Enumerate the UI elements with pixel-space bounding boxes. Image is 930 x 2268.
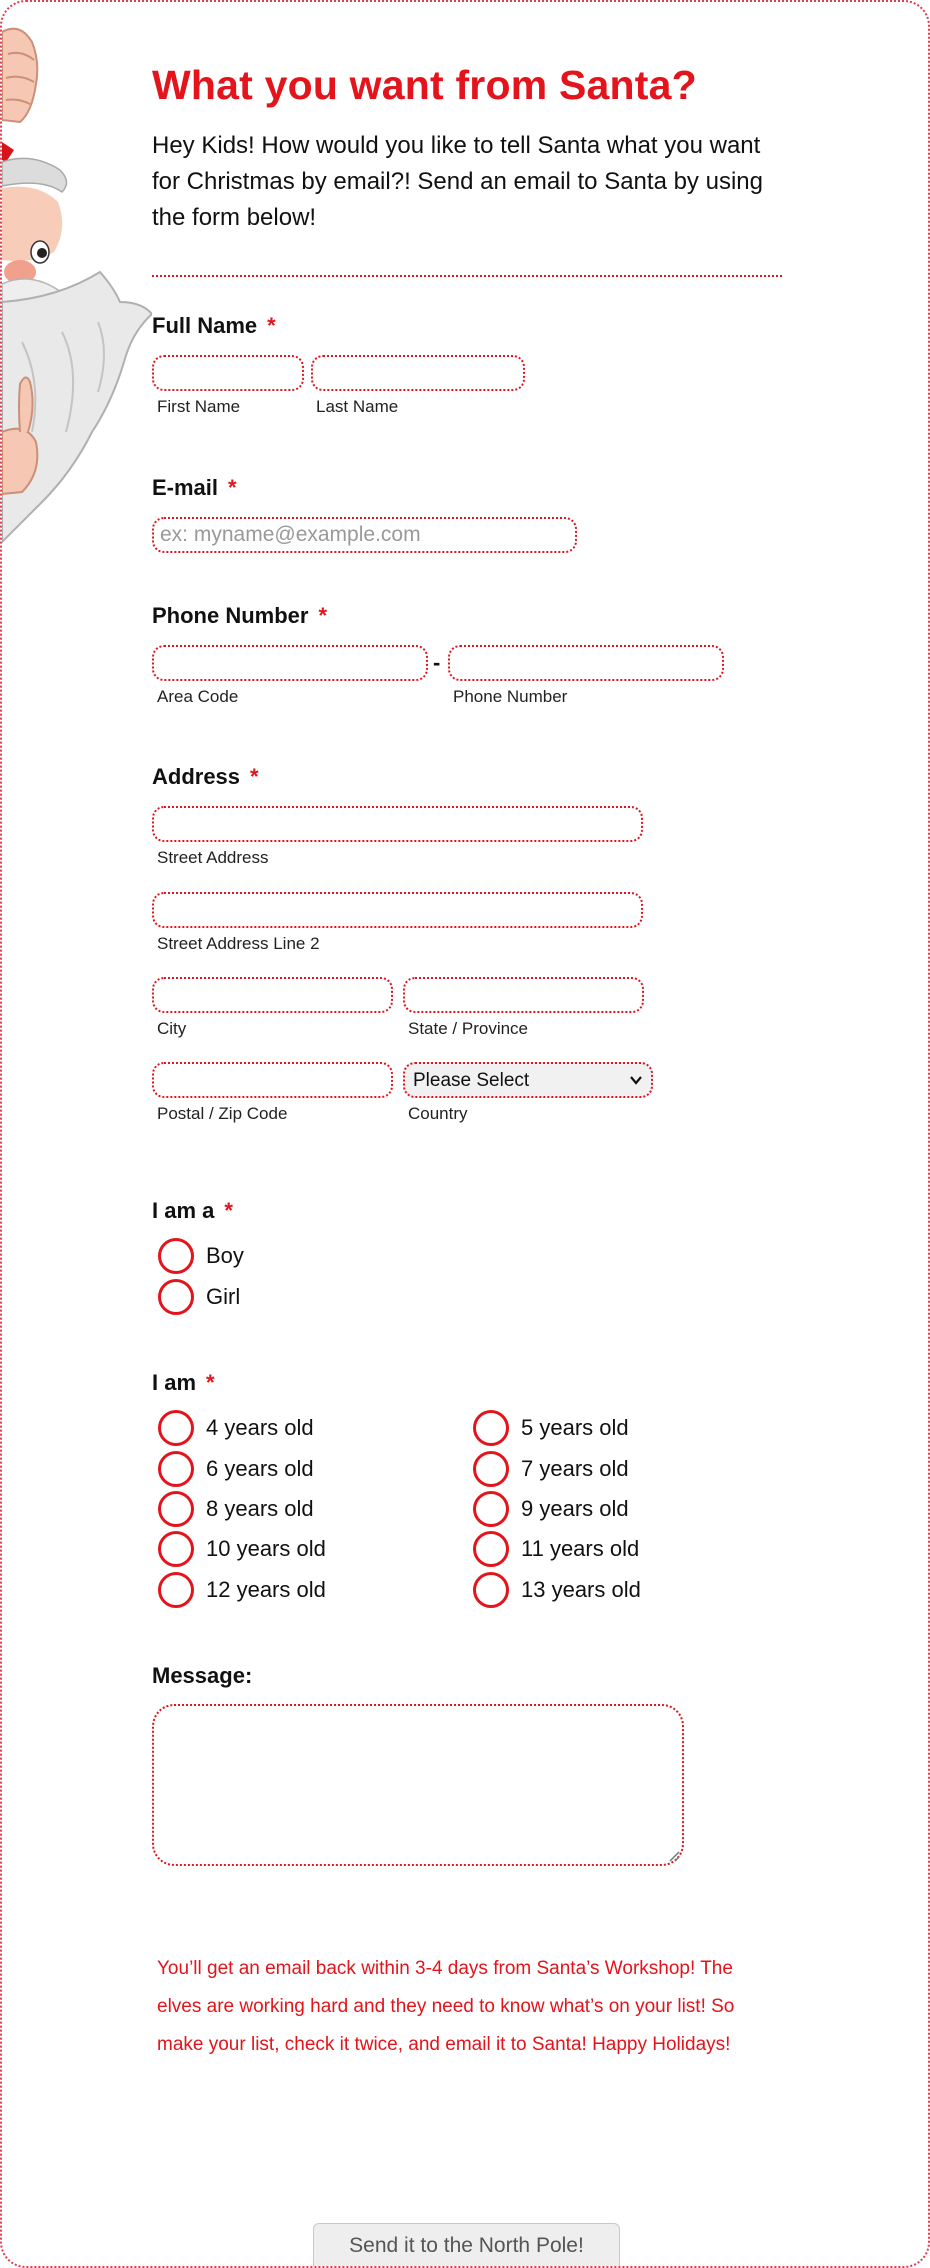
- required-mark: *: [206, 1370, 215, 1395]
- address-label: [152, 764, 259, 790]
- radio-circle[interactable]: [158, 1491, 194, 1527]
- radio-label: 9 years old: [521, 1496, 629, 1521]
- required-mark: *: [318, 603, 328, 628]
- first-name-input[interactable]: [152, 355, 304, 391]
- country-sublabel: Country: [408, 1104, 468, 1123]
- area-code-input[interactable]: [152, 645, 428, 681]
- phone-label: [152, 603, 327, 629]
- radio-age-13[interactable]: [473, 1572, 641, 1608]
- gender-label-text: I am a: [152, 1198, 215, 1223]
- form-intro: Hey Kids! How would you like to tell Santa what you want for Christmas by email?! Send an email to Santa by using the form below!: [152, 132, 763, 231]
- phone-number-input[interactable]: [448, 645, 724, 681]
- radio-circle[interactable]: [158, 1279, 194, 1315]
- radio-label: 5 years old: [521, 1415, 629, 1440]
- street-address-input[interactable]: [152, 806, 643, 842]
- state-province-sublabel: State / Province: [408, 1019, 529, 1038]
- radio-circle[interactable]: [158, 1572, 194, 1608]
- phone-number-sublabel: Phone Number: [453, 687, 568, 706]
- email-label-text: E-mail: [152, 475, 219, 500]
- resize-grip-icon[interactable]: [666, 1848, 680, 1862]
- radio-circle[interactable]: [473, 1410, 509, 1446]
- postal-code-input[interactable]: [152, 1062, 393, 1098]
- country-select[interactable]: [403, 1062, 653, 1098]
- submit-button[interactable]: Send it to the North Pole!: [313, 2223, 620, 2268]
- radio-label: 11 years old: [521, 1536, 640, 1561]
- radio-label: 12 years old: [206, 1577, 326, 1602]
- age-label: [152, 1370, 215, 1396]
- postal-code-sublabel: Postal / Zip Code: [157, 1104, 288, 1123]
- required-mark: *: [267, 313, 276, 338]
- radio-circle[interactable]: [473, 1531, 509, 1567]
- radio-girl[interactable]: [158, 1279, 240, 1315]
- header-divider: [152, 275, 782, 277]
- santa-illustration: [2, 2, 152, 562]
- radio-age-9[interactable]: [473, 1491, 629, 1527]
- form-title: What you want from Santa?: [152, 62, 697, 108]
- radio-circle[interactable]: [158, 1410, 194, 1446]
- radio-age-6[interactable]: [158, 1451, 314, 1487]
- phone-label-text: Phone Number: [152, 603, 309, 628]
- radio-age-12[interactable]: [158, 1572, 326, 1608]
- required-mark: *: [224, 1198, 233, 1223]
- last-name-sublabel: Last Name: [316, 397, 399, 416]
- phone-separator: -: [433, 650, 441, 675]
- city-input[interactable]: [152, 977, 393, 1013]
- last-name-input[interactable]: [311, 355, 525, 391]
- required-mark: *: [228, 475, 237, 500]
- full-name-label: [152, 313, 276, 339]
- info-note: You’ll get an email back within 3-4 days from Santa’s Workshop! The elves are working hard and they need to know what’s on your list! So make your list, check it twice, and email it to Santa! Happy Holidays!: [157, 1958, 735, 2055]
- radio-circle[interactable]: [158, 1238, 194, 1274]
- radio-circle[interactable]: [158, 1451, 194, 1487]
- street-address-line2-sublabel: Street Address Line 2: [157, 934, 320, 953]
- message-textarea[interactable]: [152, 1704, 684, 1866]
- radio-label: 10 years old: [206, 1536, 326, 1561]
- radio-circle[interactable]: [158, 1531, 194, 1567]
- gender-label: [152, 1198, 233, 1224]
- address-label-text: Address: [152, 764, 241, 789]
- message-label: Message:: [152, 1663, 253, 1688]
- radio-circle[interactable]: [473, 1491, 509, 1527]
- email-label: [152, 475, 237, 501]
- radio-label: 7 years old: [521, 1456, 629, 1481]
- radio-age-5[interactable]: [473, 1410, 629, 1446]
- street-address-sublabel: Street Address: [157, 848, 269, 867]
- radio-label: 8 years old: [206, 1496, 314, 1521]
- city-sublabel: City: [157, 1019, 187, 1038]
- radio-label: 4 years old: [206, 1415, 314, 1440]
- required-mark: *: [250, 764, 259, 789]
- radio-age-8[interactable]: [158, 1491, 314, 1527]
- radio-age-4[interactable]: [158, 1410, 314, 1446]
- radio-age-10[interactable]: [158, 1531, 326, 1567]
- radio-age-7[interactable]: [473, 1451, 629, 1487]
- age-label-text: I am: [152, 1370, 197, 1395]
- state-province-input[interactable]: [403, 977, 644, 1013]
- radio-circle[interactable]: [473, 1572, 509, 1608]
- radio-boy[interactable]: [158, 1238, 244, 1274]
- radio-age-11[interactable]: [473, 1531, 639, 1567]
- radio-label: Girl: [206, 1284, 241, 1309]
- area-code-sublabel: Area Code: [157, 687, 239, 706]
- street-address-line2-input[interactable]: [152, 892, 643, 928]
- email-input[interactable]: [152, 517, 577, 553]
- radio-label: Boy: [206, 1243, 244, 1268]
- radio-label: 13 years old: [521, 1577, 641, 1602]
- radio-circle[interactable]: [473, 1451, 509, 1487]
- radio-label: 6 years old: [206, 1456, 314, 1481]
- first-name-sublabel: First Name: [157, 397, 241, 416]
- full-name-label-text: Full Name: [152, 313, 258, 338]
